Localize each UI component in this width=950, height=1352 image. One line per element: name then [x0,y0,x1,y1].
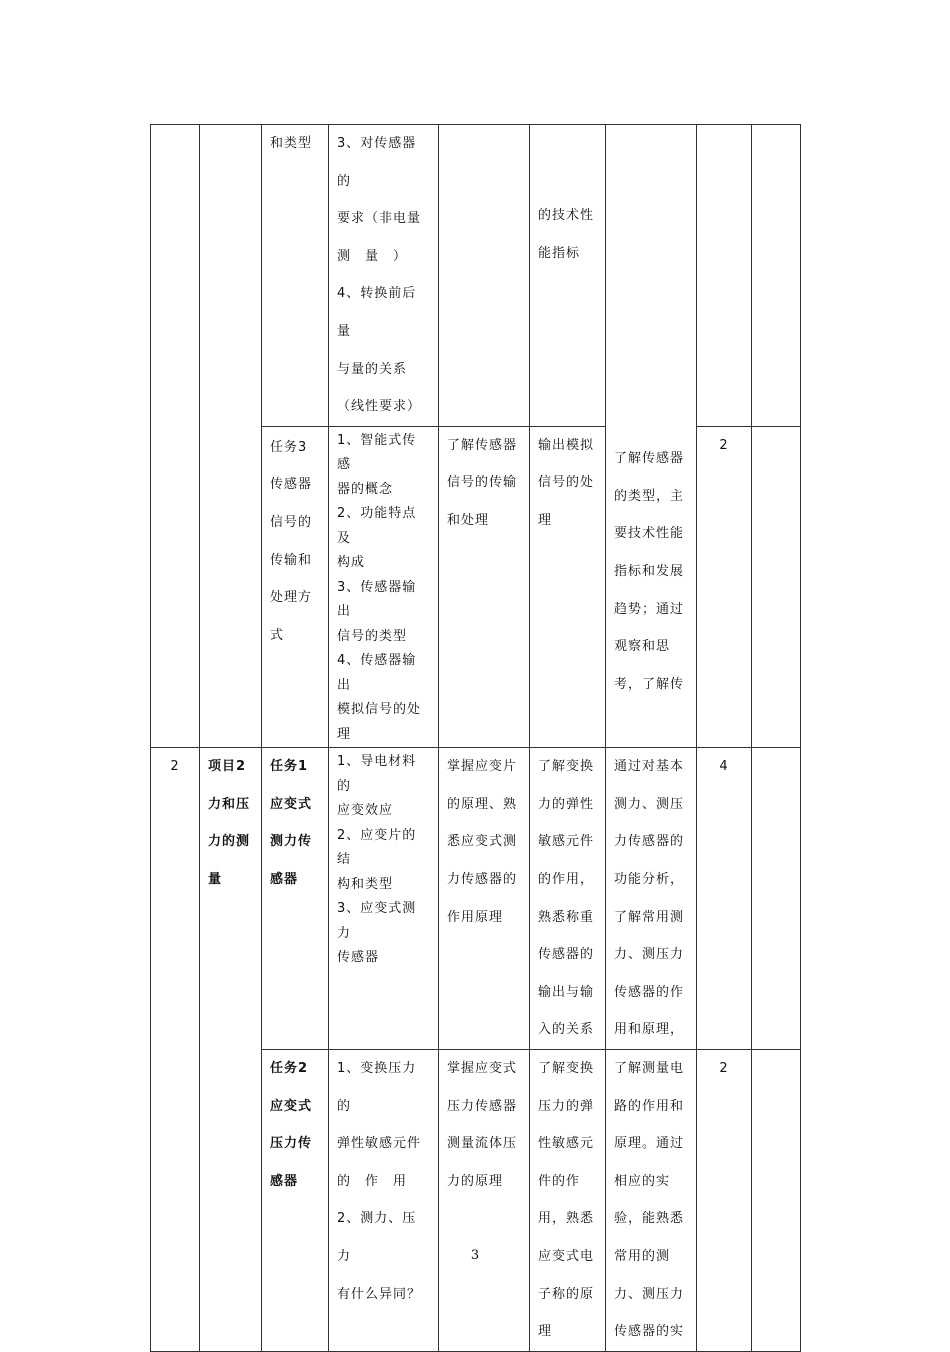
skills-cell: 的技术性 能指标 [530,125,606,427]
content-cell: 3、对传感器的 要求（非电量 测 量 ） 4、转换前后量 与量的关系 （线性要求） [329,125,439,427]
skills-cell: 输出模拟 信号的处 理 [530,426,606,748]
objective-cell: 通过对基本 测力、测压 力传感器的 功能分析， 了解常用测 力、测压力 传感器的作 用和原理， [606,748,697,1050]
knowledge-cell: 掌握应变片 的原理、熟 悉应变式测 力传感器的 作用原理 [439,748,530,1050]
task-cell: 任务3 传感器 信号的 传输和 处理方 式 [262,426,329,748]
project-cell [200,125,262,748]
notes-cell [752,748,801,1050]
number-cell: 2 [151,748,200,1352]
hours-cell: 2 [697,1050,752,1352]
number-cell [151,125,200,748]
skills-cell: 了解变换 压力的弹 性敏感元 件的作 用，熟悉 应变式电 子称的原 理 [530,1050,606,1352]
content-cell: 1、变换压力的 弹性敏感元件 的 作 用 2、测力、压力 有什么异同？ [329,1050,439,1352]
hours-cell: 4 [697,748,752,1050]
content-cell: 1、导电材料的 应变效应 2、应变片的结 构和类型 3、应变式测力 传感器 [329,748,439,1050]
objective-cell [606,125,697,427]
page-number: 3 [470,1248,480,1263]
hours-cell [697,125,752,427]
task-cell: 和类型 [262,125,329,427]
knowledge-cell: 了解传感器 信号的传输 和处理 [439,426,530,748]
notes-cell [752,426,801,748]
skills-cell: 了解变换 力的弹性 敏感元件 的作用， 熟悉称重 传感器的 输出与输 入的关系 [530,748,606,1050]
knowledge-cell: 掌握应变式 压力传感器 测量流体压 力的原理 [439,1050,530,1352]
table-row [151,125,801,427]
notes-cell [752,125,801,427]
hours-cell: 2 [697,426,752,748]
task-cell: 任务2 应变式 压力传 感器 [262,1050,329,1352]
objective-cell: 了解传感器 的类型，主 要技术性能 指标和发展 趋势；通过 观察和思 考，了解传 [606,426,697,748]
table-row [151,748,801,1050]
content-cell: 1、智能式传感 器的概念 2、功能特点及 构成 3、传感器输出 信号的类型 4、传感器输出 模拟信号的处 理 [329,426,439,748]
course-table [150,124,801,1352]
objective-cell: 了解测量电 路的作用和 原理。通过 相应的实 验，能熟悉 常用的测 力、测压力 传感器的实 [606,1050,697,1352]
task-cell: 任务1 应变式 测力传 感器 [262,748,329,1050]
notes-cell [752,1050,801,1352]
project-cell: 项目2 力和压 力的测 量 [200,748,262,1352]
knowledge-cell [439,125,530,427]
